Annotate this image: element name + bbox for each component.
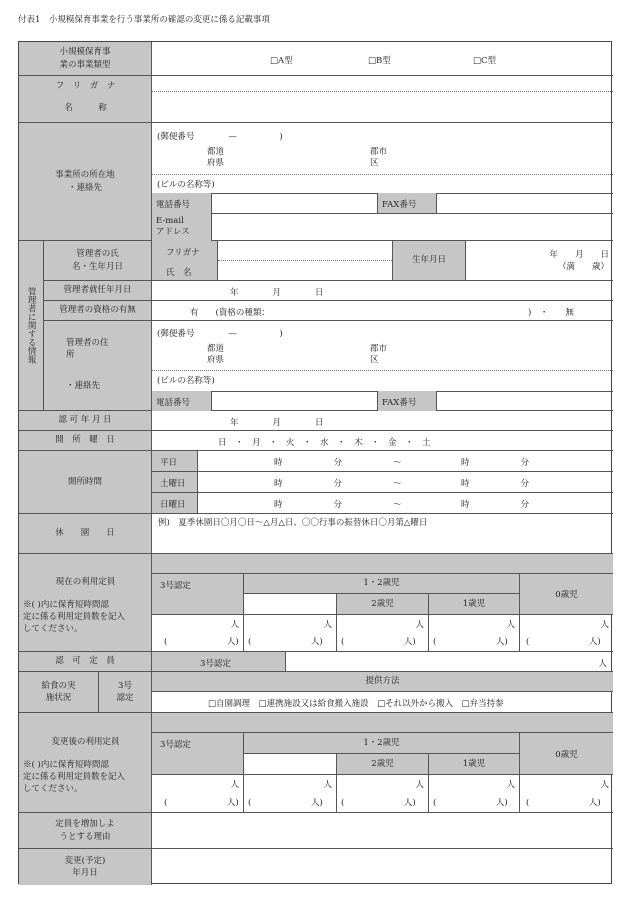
manager-qual-value[interactable] <box>152 301 613 321</box>
furigana-label: フ リ ガ ナ <box>55 81 116 91</box>
manager-tel-label: 電話番号 <box>156 398 191 408</box>
capacity-new-note: ※( )内に保育短時間認 定に係る利用定員数を記入 してください。 <box>23 760 126 794</box>
capacity-new-label-cell <box>19 713 152 813</box>
meals-cert: 3号 認定 <box>99 672 152 713</box>
new-cert3: 3号認定 <box>160 740 191 750</box>
manager-furigana-label: フリガナ <box>166 248 200 258</box>
new-value-age0[interactable]: 人 ( 人) <box>520 775 613 813</box>
location-cell <box>152 123 613 241</box>
new-value-age2[interactable]: 人 ( 人) <box>337 775 429 813</box>
open-days-label: 開 所 曜 日 <box>19 431 152 451</box>
current-value-age12[interactable]: 人 ( 人) <box>244 615 337 652</box>
change-date-input[interactable] <box>152 849 613 885</box>
current-age0: 0歳児 <box>555 590 578 600</box>
meals-method-label: 提供方法 <box>152 672 613 692</box>
capacity-current-label: 現在の利用定員 <box>55 577 116 587</box>
name-label-cell <box>19 76 152 123</box>
manager-name-sublabel: 氏 名 <box>166 268 192 278</box>
type-b-checkbox[interactable]: □B型 <box>368 56 391 66</box>
holiday-label: 休 園 日 <box>19 514 152 554</box>
hours-weekday-value[interactable]: 時 分 ～ 時 分 <box>198 451 613 472</box>
hours-sunday-value[interactable]: 時 分 ～ 時 分 <box>198 493 613 514</box>
manager-qual-yes[interactable]: 有 (資格の種類： <box>190 308 270 318</box>
location-email-label: E-mail アドレス <box>156 216 190 238</box>
authorized-value[interactable]: 人 <box>286 652 613 672</box>
current-value-age1[interactable]: 人 ( 人) <box>429 615 520 652</box>
authorized-cert3: 3号認定 <box>200 659 231 669</box>
form-title: 付表1 小規模保育事業を行う事業所の確認の変更に係る記載事項 <box>18 15 270 25</box>
new-age12: 1・2歳児 <box>244 733 520 754</box>
hours-day-weekday: 平日 <box>160 458 178 468</box>
location-fax-label: FAX番号 <box>382 200 417 210</box>
new-value-age12[interactable]: 人 ( 人) <box>244 775 337 813</box>
location-label: 事業所の所在地 ・連絡先 <box>19 123 152 241</box>
current-value-cert3[interactable]: 人 ( 人) <box>152 615 244 652</box>
manager-name-input[interactable] <box>218 241 392 281</box>
new-value-cert3[interactable]: 人 ( 人) <box>152 775 244 813</box>
manager-building[interactable]: (ビルの名称等) <box>157 376 215 386</box>
type-options <box>152 42 613 76</box>
manager-fax-label: FAX番号 <box>382 398 417 408</box>
capacity-new-label: 変更後の利用定員 <box>51 737 120 747</box>
form-table <box>18 41 612 884</box>
open-days-value[interactable]: 日 ・ 月 ・ 火 ・ 水 ・ 木 ・ 金 ・ 土 <box>152 431 613 451</box>
manager-name-label: 管理者の氏 名・生年月日 <box>44 241 152 281</box>
manager-qual-label: 管理者の資格の有無 <box>44 301 152 321</box>
approval-label: 認 可 年 月 日 <box>19 411 152 431</box>
manager-start-value[interactable]: 年 月 日 <box>152 281 613 301</box>
manager-addr-label-cell <box>44 321 152 411</box>
current-value-age2[interactable]: 人 ( 人) <box>337 615 429 652</box>
manager-addr-cell <box>152 321 613 411</box>
manager-postal[interactable]: (郵便番号 — ) <box>157 329 283 339</box>
new-age2: 2歳児 <box>337 754 429 775</box>
capacity-current-note: ※( )内に保育短時間認 定に係る利用定員数を記入 してください。 <box>23 600 126 634</box>
manager-qual-no[interactable]: ) ・ 無 <box>528 308 574 318</box>
change-date-label: 変更(予定) 年月日 <box>19 849 152 885</box>
hours-day-sunday: 日曜日 <box>160 500 186 510</box>
current-cert3: 3号認定 <box>160 581 191 591</box>
manager-start-label: 管理者就任年月日 <box>44 281 152 301</box>
type-label: 小規模保育事 業の事業類型 <box>19 42 152 76</box>
authorized-label: 認 可 定 員 <box>19 652 152 672</box>
meals-options[interactable]: □自園調理 □連携施設又は給食搬入施設 □それ以外から搬入 □弁当持参 <box>152 692 613 713</box>
hours-saturday-value[interactable]: 時 分 ～ 時 分 <box>198 472 613 493</box>
current-value-age0[interactable]: 人 ( 人) <box>520 615 613 652</box>
manager-group-label: 管理者に関する情報 <box>19 241 44 411</box>
current-age12: 1・2歳児 <box>244 574 520 594</box>
location-city: 郡市 区 <box>370 147 388 168</box>
manager-addr-label: 管理者の住 所 <box>66 338 109 361</box>
name-label: 名 称 <box>64 103 107 113</box>
increase-reason-label: 定員を増加しよ うとする理由 <box>19 813 152 849</box>
current-age2: 2歳児 <box>337 594 429 615</box>
hours-day-saturday: 土曜日 <box>160 479 186 489</box>
location-tel-label: 電話番号 <box>156 200 191 210</box>
location-postal[interactable]: (郵便番号 — ) <box>157 132 283 142</box>
manager-city: 郡市 区 <box>370 344 388 365</box>
new-age1: 1歳児 <box>429 754 520 775</box>
increase-reason-input[interactable] <box>152 813 613 849</box>
new-age0: 0歳児 <box>555 750 578 760</box>
type-c-checkbox[interactable]: □C型 <box>473 56 497 66</box>
manager-birth-value[interactable]: 年 月 日 （満 歳） <box>466 241 613 281</box>
meals-label: 給食の実 施状況 <box>19 672 99 713</box>
manager-pref: 都道 府県 <box>207 344 225 365</box>
location-building[interactable]: (ビルの名称等) <box>157 180 215 190</box>
manager-birth-label: 生年月日 <box>392 241 466 281</box>
name-input-cell[interactable] <box>152 76 613 123</box>
new-value-age1[interactable]: 人 ( 人) <box>429 775 520 813</box>
hours-label: 開所時間 <box>19 451 152 514</box>
approval-value[interactable]: 年 月 日 <box>152 411 613 431</box>
location-pref: 都道 府県 <box>207 147 225 168</box>
manager-contact-label: ・連絡先 <box>66 381 101 391</box>
manager-name-sublabels <box>152 241 218 281</box>
type-a-checkbox[interactable]: □A型 <box>270 56 293 66</box>
capacity-current-label-cell <box>19 554 152 652</box>
holiday-value[interactable]: 例) 夏季休園日〇月〇日～△月△日、〇〇行事の振替休日〇月第△曜日 <box>152 514 613 554</box>
current-age1: 1歳児 <box>429 594 520 615</box>
